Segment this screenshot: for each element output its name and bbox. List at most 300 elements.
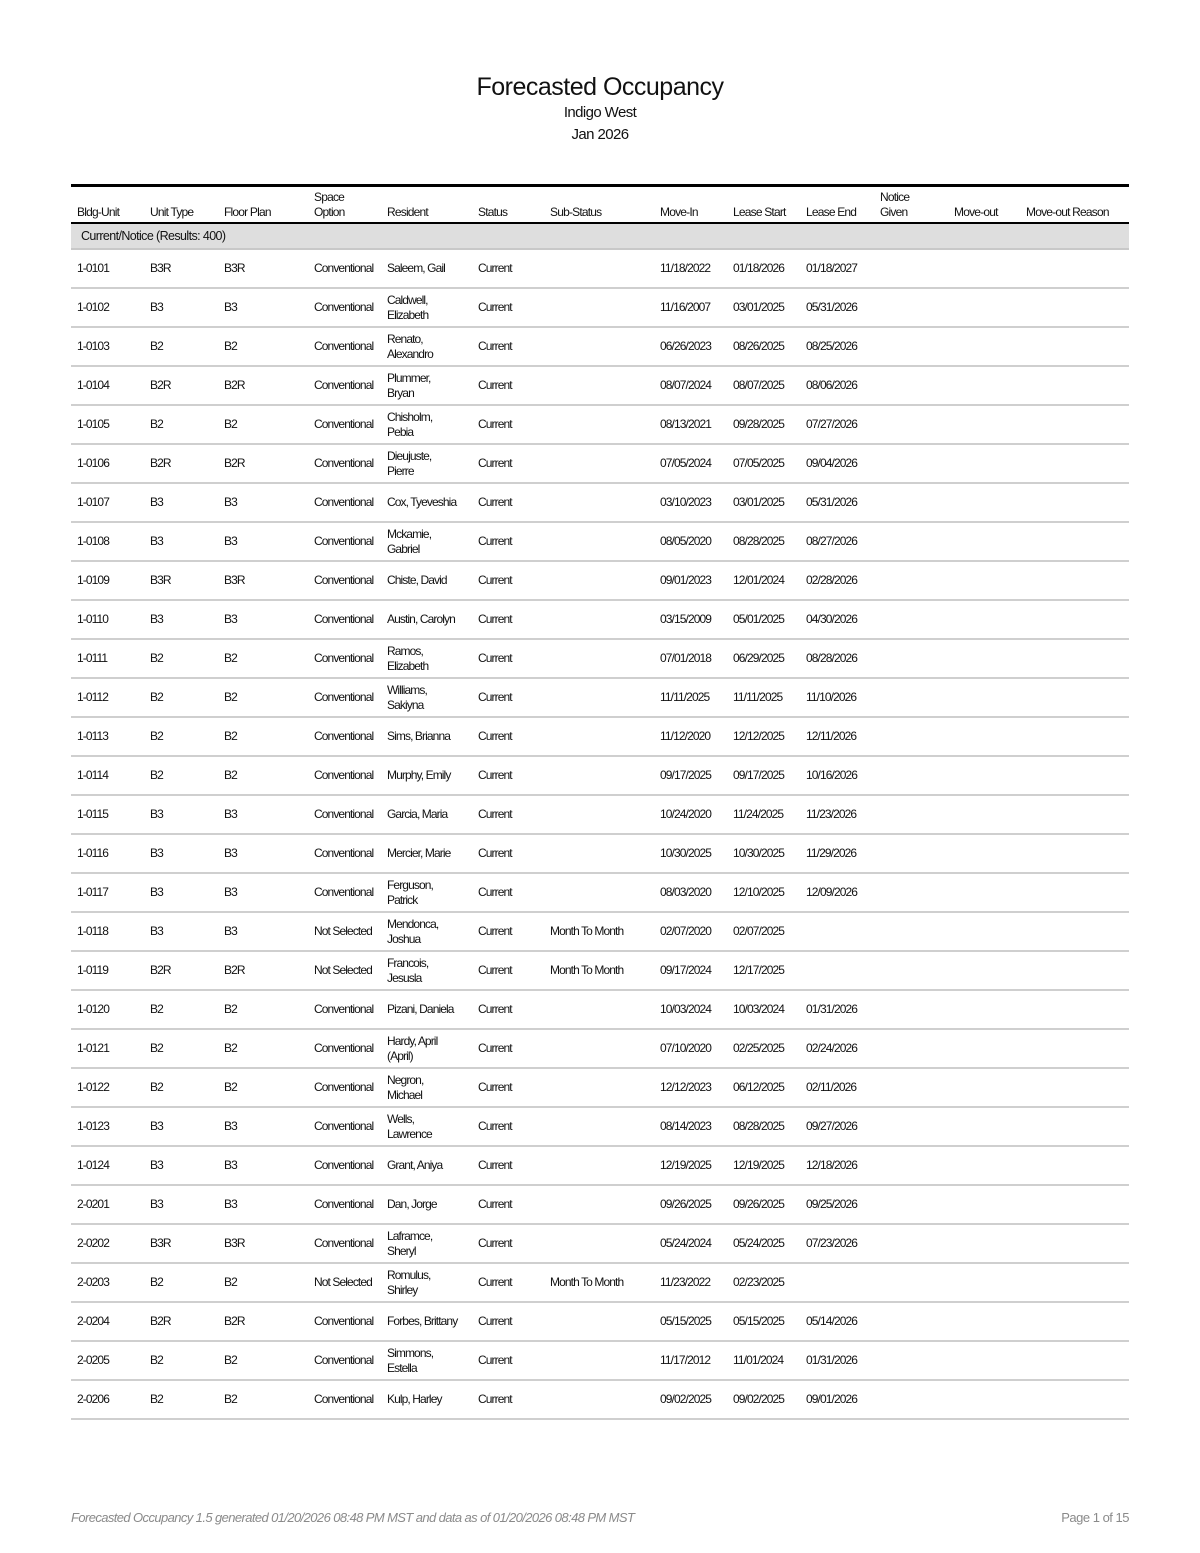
cell-lease-end: 01/31/2026 <box>806 1353 858 1367</box>
cell-lease-start: 03/01/2025 <box>733 495 785 509</box>
report-title: Forecasted Occupancy <box>476 73 724 101</box>
cell-space-option: Conventional <box>314 1041 374 1055</box>
cell-status: Current <box>478 339 512 353</box>
cell-move-in: 05/24/2024 <box>660 1236 712 1250</box>
table-row <box>71 562 1129 601</box>
table-row <box>71 1147 1129 1186</box>
cell-resident: Plummer, Bryan <box>387 370 431 400</box>
cell-status: Current <box>478 534 512 548</box>
cell-lease-start: 05/24/2025 <box>733 1236 785 1250</box>
cell-status: Current <box>478 300 512 314</box>
table-row <box>71 289 1129 328</box>
table-row <box>71 718 1129 757</box>
cell-floor-plan: B2 <box>224 1002 237 1016</box>
cell-lease-start: 10/03/2024 <box>733 1002 785 1016</box>
cell-bldg-unit: 1-0113 <box>77 729 109 743</box>
cell-lease-start: 09/28/2025 <box>733 417 785 431</box>
cell-unit-type: B3R <box>150 261 171 275</box>
cell-unit-type: B2 <box>150 1041 163 1055</box>
cell-status: Current <box>478 1002 512 1016</box>
cell-floor-plan: B3 <box>224 1197 237 1211</box>
cell-resident: Sims, Brianna <box>387 729 450 743</box>
cell-unit-type: B2R <box>150 963 171 977</box>
cell-unit-type: B2 <box>150 1392 163 1406</box>
cell-move-in: 10/30/2025 <box>660 846 712 860</box>
cell-resident: Romulus, Shirley <box>387 1267 431 1297</box>
property-name: Indigo West <box>563 104 637 121</box>
cell-bldg-unit: 1-0102 <box>77 300 109 314</box>
cell-resident: Negron, Michael <box>387 1072 424 1102</box>
cell-move-in: 09/02/2025 <box>660 1392 712 1406</box>
cell-resident: Renato, Alexandro <box>387 331 433 361</box>
cell-bldg-unit: 1-0103 <box>77 339 109 353</box>
table-row <box>71 796 1129 835</box>
cell-space-option: Conventional <box>314 729 374 743</box>
cell-status: Current <box>478 1275 512 1289</box>
cell-unit-type: B3R <box>150 1236 171 1250</box>
cell-move-in: 11/12/2020 <box>660 729 711 743</box>
cell-unit-type: B2R <box>150 456 171 470</box>
cell-lease-start: 05/15/2025 <box>733 1314 785 1328</box>
cell-space-option: Conventional <box>314 456 374 470</box>
cell-unit-type: B2 <box>150 651 163 665</box>
cell-sub-status: Month To Month <box>550 1275 624 1289</box>
cell-resident: Murphy, Emily <box>387 768 451 782</box>
cell-lease-start: 10/30/2025 <box>733 846 785 860</box>
cell-lease-start: 02/23/2025 <box>733 1275 785 1289</box>
col-floor-plan: Floor Plan <box>224 205 271 219</box>
cell-lease-start: 12/19/2025 <box>733 1158 785 1172</box>
cell-space-option: Conventional <box>314 1197 374 1211</box>
cell-status: Current <box>478 261 512 275</box>
cell-resident: Laframce, Sheryl <box>387 1228 433 1258</box>
table-row <box>71 1264 1129 1303</box>
cell-lease-end: 01/18/2027 <box>806 261 858 275</box>
cell-lease-start: 09/02/2025 <box>733 1392 785 1406</box>
cell-lease-start: 09/26/2025 <box>733 1197 785 1211</box>
cell-lease-end: 07/23/2026 <box>806 1236 858 1250</box>
cell-sub-status: Month To Month <box>550 963 624 977</box>
cell-status: Current <box>478 963 512 977</box>
cell-sub-status: Month To Month <box>550 924 624 938</box>
cell-status: Current <box>478 495 512 509</box>
cell-bldg-unit: 2-0202 <box>77 1236 109 1250</box>
cell-move-in: 07/05/2024 <box>660 456 712 470</box>
cell-space-option: Conventional <box>314 885 374 899</box>
cell-bldg-unit: 1-0117 <box>77 885 109 899</box>
cell-unit-type: B2 <box>150 1002 163 1016</box>
cell-move-in: 08/14/2023 <box>660 1119 712 1133</box>
cell-lease-start: 12/10/2025 <box>733 885 785 899</box>
cell-floor-plan: B2R <box>224 456 245 470</box>
col-move-in: Move-In <box>660 205 698 219</box>
cell-floor-plan: B2 <box>224 339 237 353</box>
cell-resident: Mckamie, Gabriel <box>387 526 432 556</box>
cell-lease-start: 08/26/2025 <box>733 339 785 353</box>
cell-status: Current <box>478 612 512 626</box>
cell-lease-start: 11/11/2025 <box>733 690 783 704</box>
cell-lease-end: 09/27/2026 <box>806 1119 858 1133</box>
cell-space-option: Conventional <box>314 1314 374 1328</box>
cell-floor-plan: B2R <box>224 1314 245 1328</box>
cell-resident: Cox, Tyeveshia <box>387 495 457 509</box>
cell-unit-type: B3 <box>150 300 163 314</box>
cell-lease-start: 12/12/2025 <box>733 729 785 743</box>
cell-lease-end: 12/09/2026 <box>806 885 858 899</box>
cell-space-option: Conventional <box>314 1158 374 1172</box>
cell-unit-type: B2 <box>150 768 163 782</box>
cell-floor-plan: B2 <box>224 1041 237 1055</box>
cell-unit-type: B3 <box>150 1197 163 1211</box>
cell-lease-start: 11/24/2025 <box>733 807 784 821</box>
cell-unit-type: B3 <box>150 612 163 626</box>
cell-lease-end: 08/25/2026 <box>806 339 858 353</box>
cell-floor-plan: B3 <box>224 1119 237 1133</box>
cell-floor-plan: B3 <box>224 495 237 509</box>
cell-move-in: 08/03/2020 <box>660 885 712 899</box>
cell-unit-type: B2 <box>150 1353 163 1367</box>
cell-status: Current <box>478 417 512 431</box>
cell-unit-type: B3 <box>150 1158 163 1172</box>
cell-bldg-unit: 1-0105 <box>77 417 109 431</box>
cell-lease-start: 08/28/2025 <box>733 534 785 548</box>
table-row <box>71 523 1129 562</box>
cell-space-option: Not Selected <box>314 924 372 938</box>
cell-status: Current <box>478 690 512 704</box>
cell-lease-end: 01/31/2026 <box>806 1002 858 1016</box>
cell-resident: Simmons, Estella <box>387 1345 434 1375</box>
cell-floor-plan: B3R <box>224 261 245 275</box>
cell-resident: Hardy, April (April) <box>387 1033 438 1063</box>
cell-lease-start: 06/12/2025 <box>733 1080 785 1094</box>
cell-space-option: Conventional <box>314 846 374 860</box>
cell-resident: Dan, Jorge <box>387 1197 437 1211</box>
cell-status: Current <box>478 456 512 470</box>
table-row <box>71 1342 1129 1381</box>
cell-resident: Dieujuste, Pierre <box>387 448 432 478</box>
col-lease-end: Lease End <box>806 205 857 219</box>
cell-space-option: Not Selected <box>314 963 372 977</box>
cell-bldg-unit: 1-0104 <box>77 378 109 392</box>
cell-lease-start: 05/01/2025 <box>733 612 785 626</box>
table-row <box>71 679 1129 718</box>
cell-space-option: Conventional <box>314 1392 374 1406</box>
cell-status: Current <box>478 924 512 938</box>
cell-lease-start: 02/25/2025 <box>733 1041 785 1055</box>
cell-move-in: 03/15/2009 <box>660 612 712 626</box>
cell-space-option: Conventional <box>314 1119 374 1133</box>
section-label: Current/Notice (Results: 400) <box>71 224 1129 250</box>
cell-bldg-unit: 1-0110 <box>77 612 109 626</box>
table-row <box>71 640 1129 679</box>
cell-status: Current <box>478 1080 512 1094</box>
cell-floor-plan: B3R <box>224 573 245 587</box>
cell-lease-start: 12/17/2025 <box>733 963 785 977</box>
table-row <box>71 1108 1129 1147</box>
col-sub-status: Sub-Status <box>550 205 602 219</box>
cell-resident: Garcia, Maria <box>387 807 448 821</box>
cell-floor-plan: B3 <box>224 885 237 899</box>
cell-bldg-unit: 1-0120 <box>77 1002 109 1016</box>
cell-lease-start: 09/17/2025 <box>733 768 785 782</box>
table-row <box>71 1030 1129 1069</box>
cell-move-in: 09/26/2025 <box>660 1197 712 1211</box>
table-row <box>71 1069 1129 1108</box>
cell-space-option: Conventional <box>314 1236 374 1250</box>
cell-floor-plan: B2 <box>224 768 237 782</box>
cell-lease-end: 07/27/2026 <box>806 417 858 431</box>
cell-floor-plan: B2R <box>224 963 245 977</box>
table-body <box>71 250 1129 1420</box>
cell-lease-end: 10/16/2026 <box>806 768 858 782</box>
cell-bldg-unit: 1-0116 <box>77 846 109 860</box>
cell-bldg-unit: 2-0206 <box>77 1392 109 1406</box>
cell-move-in: 12/12/2023 <box>660 1080 712 1094</box>
cell-lease-start: 01/18/2026 <box>733 261 785 275</box>
cell-resident: Chiste, David <box>387 573 447 587</box>
cell-space-option: Conventional <box>314 690 374 704</box>
cell-bldg-unit: 2-0201 <box>77 1197 109 1211</box>
cell-space-option: Conventional <box>314 768 374 782</box>
cell-bldg-unit: 1-0107 <box>77 495 109 509</box>
cell-bldg-unit: 1-0121 <box>77 1041 109 1055</box>
table-row <box>71 1186 1129 1225</box>
cell-status: Current <box>478 1197 512 1211</box>
cell-lease-start: 08/28/2025 <box>733 1119 785 1133</box>
cell-move-in: 09/01/2023 <box>660 573 712 587</box>
cell-unit-type: B2R <box>150 378 171 392</box>
cell-move-in: 08/07/2024 <box>660 378 712 392</box>
cell-bldg-unit: 1-0108 <box>77 534 109 548</box>
cell-bldg-unit: 2-0204 <box>77 1314 109 1328</box>
cell-floor-plan: B2 <box>224 1392 237 1406</box>
col-move-out: Move-out <box>954 205 998 219</box>
col-lease-start: Lease Start <box>733 205 786 219</box>
cell-floor-plan: B3 <box>224 807 237 821</box>
cell-lease-end: 08/27/2026 <box>806 534 858 548</box>
table-row <box>71 835 1129 874</box>
cell-bldg-unit: 1-0112 <box>77 690 109 704</box>
cell-space-option: Conventional <box>314 534 374 548</box>
cell-unit-type: B2 <box>150 729 163 743</box>
cell-resident: Kulp, Harley <box>387 1392 442 1406</box>
cell-bldg-unit: 1-0119 <box>77 963 109 977</box>
cell-resident: Austin, Carolyn <box>387 612 455 626</box>
cell-status: Current <box>478 729 512 743</box>
table-row <box>71 367 1129 406</box>
col-space-option: Space Option <box>314 190 345 219</box>
cell-space-option: Conventional <box>314 339 374 353</box>
cell-bldg-unit: 1-0123 <box>77 1119 109 1133</box>
cell-space-option: Conventional <box>314 378 374 392</box>
cell-move-in: 07/01/2018 <box>660 651 712 665</box>
table-row <box>71 757 1129 796</box>
cell-lease-end: 05/31/2026 <box>806 300 858 314</box>
cell-bldg-unit: 1-0114 <box>77 768 109 782</box>
cell-space-option: Conventional <box>314 261 374 275</box>
cell-lease-end: 12/11/2026 <box>806 729 857 743</box>
cell-space-option: Conventional <box>314 417 374 431</box>
cell-resident: Francois, Jesusla <box>387 955 429 985</box>
cell-move-in: 07/10/2020 <box>660 1041 712 1055</box>
cell-status: Current <box>478 1119 512 1133</box>
cell-lease-start: 12/01/2024 <box>733 573 785 587</box>
cell-unit-type: B3 <box>150 1119 163 1133</box>
cell-resident: Wells, Lawrence <box>387 1111 432 1141</box>
cell-resident: Caldwell, Elizabeth <box>387 292 429 322</box>
cell-unit-type: B3 <box>150 846 163 860</box>
table-row <box>71 913 1129 952</box>
cell-floor-plan: B3 <box>224 534 237 548</box>
table-row <box>71 601 1129 640</box>
cell-move-in: 10/03/2024 <box>660 1002 712 1016</box>
col-move-out-reason: Move-out Reason <box>1026 205 1109 219</box>
page-number: Page 1 of 15 <box>1061 1510 1129 1525</box>
table-row <box>71 874 1129 913</box>
cell-resident: Grant, Aniya <box>387 1158 443 1172</box>
cell-lease-end: 11/10/2026 <box>806 690 857 704</box>
table-row <box>71 328 1129 367</box>
cell-bldg-unit: 1-0124 <box>77 1158 109 1172</box>
cell-lease-start: 08/07/2025 <box>733 378 785 392</box>
cell-unit-type: B2 <box>150 1080 163 1094</box>
cell-move-in: 08/13/2021 <box>660 417 712 431</box>
col-bldg-unit: Bldg-Unit <box>77 205 120 219</box>
cell-space-option: Conventional <box>314 612 374 626</box>
cell-move-in: 11/17/2012 <box>660 1353 711 1367</box>
cell-bldg-unit: 1-0111 <box>77 651 108 665</box>
cell-lease-end: 05/14/2026 <box>806 1314 858 1328</box>
cell-lease-end: 04/30/2026 <box>806 612 858 626</box>
cell-status: Current <box>478 1041 512 1055</box>
cell-status: Current <box>478 1392 512 1406</box>
occupancy-table <box>71 184 1129 1420</box>
cell-move-in: 02/07/2020 <box>660 924 712 938</box>
cell-bldg-unit: 2-0203 <box>77 1275 109 1289</box>
cell-resident: Chisholm, Pebia <box>387 409 433 439</box>
cell-lease-end: 09/01/2026 <box>806 1392 858 1406</box>
cell-resident: Pizani, Daniela <box>387 1002 454 1016</box>
cell-lease-end: 02/11/2026 <box>806 1080 857 1094</box>
cell-status: Current <box>478 651 512 665</box>
footer-generated-note: Forecasted Occupancy 1.5 generated 01/20/2026 08:48 PM MST and data as of 01/20/2026 08:48 PM MST <box>71 1510 635 1525</box>
cell-status: Current <box>478 1314 512 1328</box>
cell-unit-type: B3 <box>150 807 163 821</box>
cell-lease-end: 11/23/2026 <box>806 807 857 821</box>
cell-move-in: 09/17/2024 <box>660 963 712 977</box>
cell-lease-end: 02/28/2026 <box>806 573 858 587</box>
cell-resident: Mercier, Marie <box>387 846 451 860</box>
table-row <box>71 1303 1129 1342</box>
cell-unit-type: B2 <box>150 1275 163 1289</box>
cell-bldg-unit: 1-0101 <box>77 261 109 275</box>
cell-unit-type: B2 <box>150 417 163 431</box>
cell-status: Current <box>478 1353 512 1367</box>
col-resident: Resident <box>387 205 428 219</box>
cell-lease-start: 07/05/2025 <box>733 456 785 470</box>
cell-status: Current <box>478 378 512 392</box>
cell-lease-start: 03/01/2025 <box>733 300 785 314</box>
cell-unit-type: B2R <box>150 1314 171 1328</box>
cell-resident: Forbes, Brittany <box>387 1314 458 1328</box>
cell-floor-plan: B2 <box>224 1080 237 1094</box>
cell-move-in: 11/11/2025 <box>660 690 710 704</box>
cell-bldg-unit: 1-0118 <box>77 924 109 938</box>
cell-status: Current <box>478 573 512 587</box>
table-row <box>71 406 1129 445</box>
cell-move-in: 11/23/2022 <box>660 1275 711 1289</box>
cell-floor-plan: B3 <box>224 612 237 626</box>
cell-bldg-unit: 1-0106 <box>77 456 109 470</box>
cell-space-option: Conventional <box>314 1353 374 1367</box>
col-unit-type: Unit Type <box>150 205 194 219</box>
table-row <box>71 484 1129 523</box>
cell-floor-plan: B2 <box>224 651 237 665</box>
cell-floor-plan: B2 <box>224 1275 237 1289</box>
cell-space-option: Not Selected <box>314 1275 372 1289</box>
cell-status: Current <box>478 1158 512 1172</box>
cell-lease-end: 08/06/2026 <box>806 378 858 392</box>
cell-move-in: 06/26/2023 <box>660 339 712 353</box>
table-row <box>71 445 1129 484</box>
cell-floor-plan: B2R <box>224 378 245 392</box>
cell-space-option: Conventional <box>314 651 374 665</box>
cell-space-option: Conventional <box>314 573 374 587</box>
cell-unit-type: B3R <box>150 573 171 587</box>
cell-move-in: 12/19/2025 <box>660 1158 712 1172</box>
cell-resident: Ferguson, Patrick <box>387 877 433 907</box>
cell-floor-plan: B3 <box>224 924 237 938</box>
cell-space-option: Conventional <box>314 300 374 314</box>
cell-status: Current <box>478 846 512 860</box>
cell-lease-start: 11/01/2024 <box>733 1353 784 1367</box>
cell-move-in: 08/05/2020 <box>660 534 712 548</box>
cell-lease-end: 02/24/2026 <box>806 1041 858 1055</box>
cell-resident: Ramos, Elizabeth <box>387 643 429 673</box>
report-header <box>0 72 1200 146</box>
col-status: Status <box>478 205 508 219</box>
cell-lease-end: 09/25/2026 <box>806 1197 858 1211</box>
table-row <box>71 952 1129 991</box>
cell-bldg-unit: 2-0205 <box>77 1353 109 1367</box>
cell-status: Current <box>478 807 512 821</box>
cell-space-option: Conventional <box>314 807 374 821</box>
cell-unit-type: B3 <box>150 534 163 548</box>
cell-move-in: 11/18/2022 <box>660 261 711 275</box>
cell-lease-end: 12/18/2026 <box>806 1158 858 1172</box>
cell-lease-end: 11/29/2026 <box>806 846 857 860</box>
cell-space-option: Conventional <box>314 1080 374 1094</box>
cell-unit-type: B2 <box>150 339 163 353</box>
cell-move-in: 03/10/2023 <box>660 495 712 509</box>
cell-floor-plan: B3 <box>224 846 237 860</box>
cell-resident: Mendonca, Joshua <box>387 916 439 946</box>
cell-unit-type: B3 <box>150 885 163 899</box>
cell-status: Current <box>478 885 512 899</box>
cell-bldg-unit: 1-0122 <box>77 1080 109 1094</box>
cell-floor-plan: B3R <box>224 1236 245 1250</box>
cell-floor-plan: B2 <box>224 417 237 431</box>
cell-unit-type: B3 <box>150 924 163 938</box>
cell-resident: Saleem, Gail <box>387 261 445 275</box>
cell-unit-type: B2 <box>150 690 163 704</box>
cell-move-in: 11/16/2007 <box>660 300 711 314</box>
cell-floor-plan: B3 <box>224 1158 237 1172</box>
cell-bldg-unit: 1-0109 <box>77 573 109 587</box>
cell-status: Current <box>478 768 512 782</box>
table-row <box>71 991 1129 1030</box>
cell-move-in: 10/24/2020 <box>660 807 712 821</box>
